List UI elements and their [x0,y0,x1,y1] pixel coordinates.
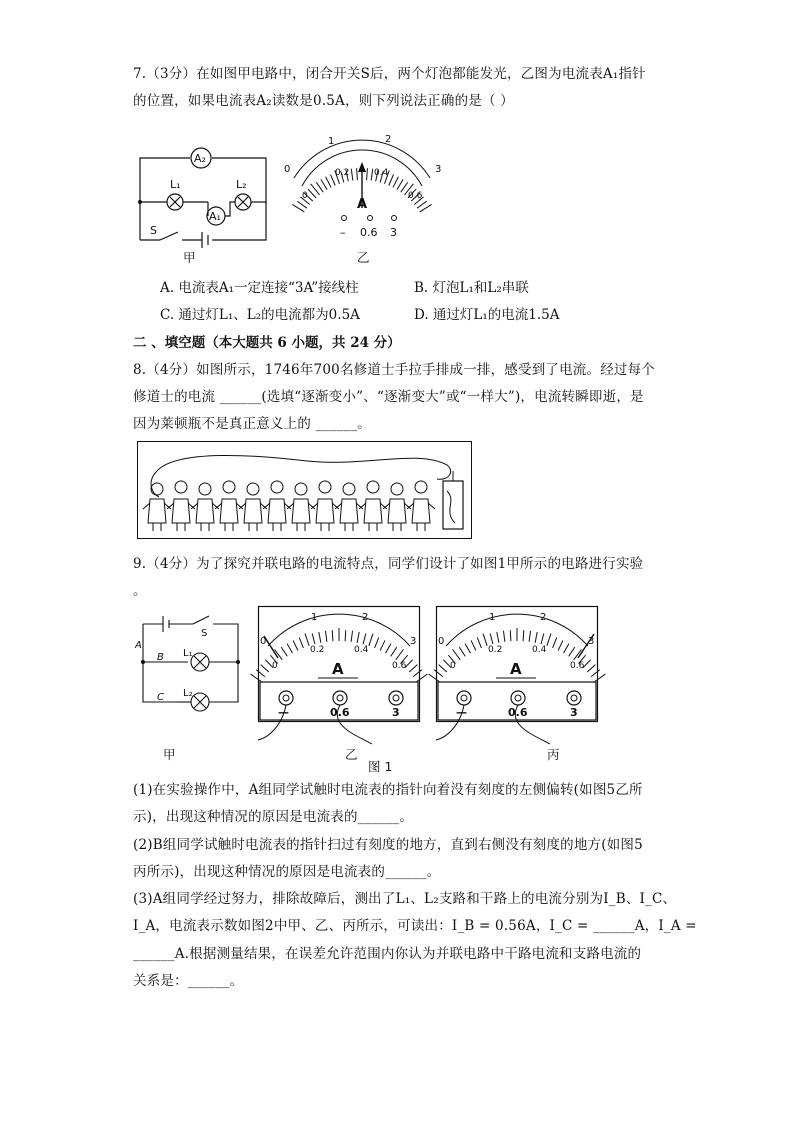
q7-terminal-neg: – [340,226,346,239]
meter-tick-mark [308,189,316,198]
meter-tick-mark [357,168,358,180]
meter-tick-mark [321,179,327,189]
q9-bing-terminal-neg: — [456,706,467,719]
meter-tick-mark [351,169,353,181]
q7-ammeter [280,128,450,243]
q7-option-b: B. 灯泡L₁和L₂串联 [414,280,529,296]
q9-fig-bing: 丙 [547,747,560,762]
q9-p1-line1: (1)在实验操作中，A组同学试触时电流表的指针向着没有刻度的左侧偏转(如图5乙所 [133,782,643,798]
q9-bing-small-1: 0.2 [488,645,503,655]
q9-bing-tick-3: 3 [588,636,595,647]
q9-yi-tick-1: 1 [311,612,318,623]
q7-a2-label: A₂ [194,152,206,165]
meter-tick-mark [397,179,403,189]
meter-tick-mark [367,168,368,180]
meter-tick-mark [389,174,394,185]
q9-bing-unit: A [510,660,522,678]
q7-fig-yi: 乙 [357,250,370,265]
q9-yi-tick-3: 3 [410,636,417,647]
q9-p3-line3: ______A.根据测量结果，在误差允许范围内你认为并联电路中干路电流和支路电流的 [133,946,642,962]
q9-point-b: B [157,652,164,663]
q7-meter-tick-2: 2 [385,134,392,145]
q9-bing-tick-0: 0 [438,636,445,647]
q9-ammeter-bing [436,606,598,756]
q9-p1-line2: 示)，出现这种情况的原因是电流表的______。 [133,809,414,825]
q9-ammeter-yi [258,606,420,756]
meter-tick-mark [326,177,331,188]
q9-bing-small-3: 0.6 [570,661,585,671]
q9-p3-line2: I_A，电流表示数如图2中甲、乙、丙所示，可读出：I_B = 0.56A，I_C = ______A，I_A = [133,918,697,934]
q9-yi-small-0: 0 [272,661,278,671]
section-title-fill-blank: 二 、填空题（本大题共 6 小题，共 24 分） [133,335,401,351]
meter-tick-mark [332,630,333,641]
q9-yi-terminal-3: 3 [392,706,400,719]
q7-meter-small-3: 0.6 [408,191,423,201]
q9-yi-unit: A [332,660,344,678]
q8-monks-illustration [137,441,472,539]
q9-yi-small-1: 0.2 [310,645,325,655]
q9-bing-tick-2: 2 [540,612,547,623]
q7-text-line1: 7.（3分）在如图甲电路中，闭合开关S后，两个灯泡都能发光，乙图为电流表A₁指针 [133,66,646,82]
q9-bing-terminal-3: 3 [570,706,578,719]
q7-meter-tick-1: 1 [328,136,335,147]
q9-point-a: A [135,640,142,651]
q9-bing-terminal-06: 0.6 [508,706,528,719]
q7-text-line2: 的位置，如果电流表A₂读数是0.5A，则下列说法正确的是（ ） [133,93,514,109]
q7-l1-label: L₁ [170,178,181,191]
q9-yi-small-2: 0.4 [354,645,369,655]
q7-meter-small-2: 0.4 [374,168,389,178]
q9-yi-small-3: 0.6 [392,661,407,671]
q9-text-line1: 9.（4分）为了探究并联电路的电流特点，同学们设计了如图1甲所示的电路进行实验 [133,556,644,572]
q9-p3-line1: (3)A组同学经过努力，排除故障后，测出了L₁、L₂支路和干路上的电流分别为I_B、I_C、 [133,891,677,907]
q9-bing-small-2: 0.4 [532,645,547,655]
q7-option-c: C. 通过灯L₁、L₂的电流都为0.5A [160,307,360,323]
q7-meter-small-0: 0 [302,191,308,201]
meter-tick-mark [401,182,408,192]
q7-s-label: S [150,224,157,237]
q9-p2-line2: 丙所示)，出现这种情况的原因是电流表的______。 [133,864,441,880]
q7-meter-unit: A [357,197,368,212]
meter-tick-mark [417,201,427,208]
meter-tick-mark [371,169,373,181]
meter-tick-mark [510,630,511,641]
q9-yi-terminal-neg: — [278,706,289,719]
q9-l1-label: L₁ [183,648,193,659]
q9-bing-tick-1: 1 [489,612,496,623]
q9-s-label: S [201,628,208,639]
q7-a1-label: A₁ [209,210,221,223]
q7-l2-label: L₂ [236,178,247,191]
q7-meter-small-1: 0.2 [335,168,350,178]
q8-text-line2: 修道士的电流 ______(选填“逐渐变小”、“逐渐变大”或“一样大”)，电流转瞬即逝，是 [133,389,644,405]
q9-yi-tick-2: 2 [362,612,369,623]
q9-text-line1b: 。 [133,583,147,599]
q9-p3-line4: 关系是：______。 [133,973,244,989]
meter-tick-mark [345,630,346,641]
q9-fig-yi: 乙 [345,747,358,762]
meter-tick-mark [523,630,524,641]
q8-text-line3: 因为莱顿瓶不是真正意义上的 ______。 [133,416,371,432]
q7-option-d: D. 通过灯L₁的电流1.5A [414,307,560,323]
q9-point-c: C [157,692,164,703]
q9-p2-line1: (2)B组同学试触时电流表的指针扫过有刻度的地方，直到右侧没有刻度的地方(如图5 [133,837,643,853]
q9-fig-caption: 图 1 [368,759,393,774]
q7-fig-jia: 甲 [183,250,196,265]
q7-meter-tick-3: 3 [435,164,442,175]
meter-tick-mark [316,182,323,192]
q9-yi-terminal-06: 0.6 [330,706,350,719]
q7-circuit-diagram [130,140,280,270]
q9-l2-label: L₂ [183,688,193,699]
q7-terminal-06: 0.6 [360,226,378,239]
q9-fig-jia: 甲 [163,747,176,762]
meter-tick-mark [393,177,398,188]
q9-yi-tick-0: 0 [260,636,267,647]
q7-option-a: A. 电流表A₁一定连接“3A”接线柱 [160,280,359,296]
q7-meter-tick-0: 0 [284,164,291,175]
q9-bing-small-0: 0 [450,661,456,671]
q8-text-line1: 8.（4分）如图所示，1746年700名修道士手拉手排成一排，感受到了电流。经过每个 [133,362,655,378]
q9-circuit-diagram [133,612,243,712]
q7-terminal-3: 3 [390,226,397,239]
meter-tick-mark [297,201,307,208]
